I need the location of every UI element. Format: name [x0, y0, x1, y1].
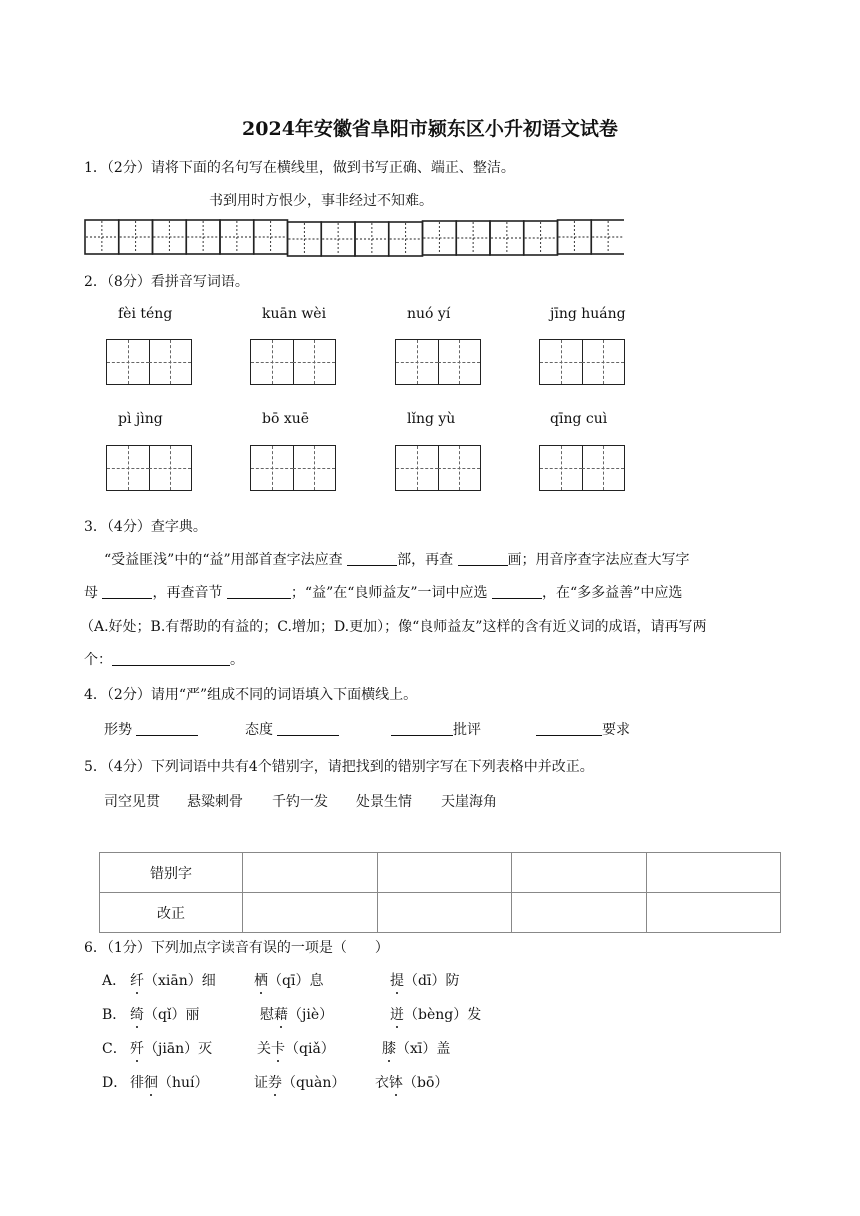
q4-item-2: 态度	[245, 719, 339, 739]
grid-cell[interactable]	[153, 220, 187, 254]
option-a-item-1: 纤（xiān）细	[130, 973, 216, 989]
table-cell[interactable]	[512, 853, 647, 893]
table-row	[100, 893, 781, 933]
blank-letter[interactable]	[102, 584, 152, 599]
q5-word-5: 天崖海角	[441, 794, 497, 810]
table-cell[interactable]	[377, 893, 512, 933]
answer-box-3[interactable]	[395, 339, 481, 385]
grid-cell[interactable]	[591, 220, 624, 254]
q1-writing-grid[interactable]	[84, 218, 624, 258]
blank-yan-4[interactable]	[536, 721, 602, 736]
blank-idiom[interactable]	[112, 651, 230, 666]
table-cell[interactable]	[377, 853, 512, 893]
table-cell[interactable]	[243, 893, 378, 933]
blank-strokes[interactable]	[458, 551, 508, 566]
option-b-item-3: 迸（bèng）发	[390, 1007, 482, 1023]
option-a-item-3: 提（dī）防	[390, 973, 460, 989]
table-cell[interactable]	[243, 853, 378, 893]
q4-item-3: 批评	[391, 719, 481, 739]
answer-box-5[interactable]	[106, 445, 192, 491]
table-cell[interactable]	[512, 893, 647, 933]
answer-box-8[interactable]	[539, 445, 625, 491]
row-header-wrong: 错别字	[100, 853, 243, 893]
option-c-item-2: 关卡（qiǎ）	[257, 1041, 335, 1057]
q5-word-3: 千钓一发	[272, 794, 328, 810]
option-b-item-2: 慰藉（jiè）	[260, 1007, 334, 1023]
pinyin-3: nuó yí	[407, 306, 451, 322]
pinyin-6: bō xuē	[262, 411, 310, 427]
q3-line-1: “受益匪浅”中的“益”用部首查字法应查 部，再查 画；用音序查字法应查大写字	[104, 552, 690, 568]
row-header-correct: 改正	[100, 893, 243, 933]
blank-syllable[interactable]	[227, 584, 291, 599]
grid-cell[interactable]	[186, 220, 220, 254]
q1-stem: 1．（2分）请将下面的名句写在横线里，做到书写正确、端正、整洁。	[84, 160, 515, 176]
grid-cell[interactable]	[456, 221, 490, 255]
q3-line-4: 个： 。	[84, 652, 244, 668]
option-a-label[interactable]: A．	[102, 973, 127, 989]
q4-item-4: 要求	[536, 719, 630, 739]
pinyin-1: fèi téng	[118, 306, 173, 322]
option-b-item-1: 绮（qǐ）丽	[130, 1007, 200, 1023]
grid-cell[interactable]	[321, 222, 355, 256]
option-d-item-2: 证券（quàn）	[254, 1075, 346, 1091]
pinyin-4: jīng huáng	[550, 306, 626, 322]
grid-cell[interactable]	[490, 221, 524, 255]
answer-box-6[interactable]	[250, 445, 336, 491]
grid-cell[interactable]	[524, 221, 558, 255]
q5-word-4: 处景生情	[356, 794, 412, 810]
q5-stem: 5．（4分）下列词语中共有4个错别字，请把找到的错别字写在下列表格中并改正。	[84, 759, 594, 775]
option-c-label[interactable]: C．	[102, 1041, 127, 1057]
grid-cell[interactable]	[254, 220, 288, 254]
blank-radical[interactable]	[347, 551, 397, 566]
grid-cell[interactable]	[423, 221, 457, 255]
page-title: 2024年安徽省阜阳市颍东区小升初语文试卷	[242, 118, 618, 140]
q5-word-1: 司空见贯	[104, 794, 160, 810]
blank-yan-2[interactable]	[277, 721, 339, 736]
grid-cell[interactable]	[558, 220, 592, 254]
blank-yan-1[interactable]	[136, 721, 198, 736]
table-cell[interactable]	[646, 853, 781, 893]
option-d-label[interactable]: D．	[102, 1075, 128, 1091]
q1-sentence: 书到用时方恨少，事非经过不知难。	[209, 193, 433, 209]
grid-cell[interactable]	[355, 222, 389, 256]
grid-cell[interactable]	[220, 220, 254, 254]
q2-stem: 2．（8分）看拼音写词语。	[84, 274, 249, 290]
table-row	[100, 853, 781, 893]
blank-meaning-1[interactable]	[492, 584, 542, 599]
answer-box-7[interactable]	[395, 445, 481, 491]
answer-box-4[interactable]	[539, 339, 625, 385]
q3-line-3: （A.好处；B.有帮助的有益的；C.增加；D.更加）；像“良师益友”这样的含有近义词的成语，请再写两	[80, 619, 707, 635]
option-d-item-3: 衣钵（bō）	[375, 1075, 449, 1091]
grid-cell[interactable]	[389, 222, 423, 256]
q3-stem: 3．（4分）查字典。	[84, 519, 207, 535]
grid-cell[interactable]	[119, 220, 153, 254]
q5-word-2: 悬粱刺骨	[187, 794, 243, 810]
pinyin-2: kuān wèi	[262, 306, 327, 322]
q6-stem: 6．（1分）下列加点字读音有误的一项是（ ）	[84, 940, 389, 956]
pinyin-7: lǐng yù	[407, 411, 456, 427]
grid-cell[interactable]	[85, 220, 119, 254]
option-d-item-1: 徘徊（huí）	[130, 1075, 209, 1091]
table-cell[interactable]	[646, 893, 781, 933]
q4-item-1: 形势	[104, 719, 198, 739]
option-c-item-3: 膝（xī）盖	[382, 1041, 451, 1057]
correction-table	[99, 852, 781, 933]
q3-line-2: 母 ，再查音节 ；“益”在“良师益友”一词中应选 ，在“多多益善”中应选	[84, 585, 683, 601]
answer-box-2[interactable]	[250, 339, 336, 385]
q4-stem: 4．（2分）请用“严”组成不同的词语填入下面横线上。	[84, 687, 418, 703]
option-a-item-2: 栖（qī）息	[254, 973, 324, 989]
pinyin-5: pì jìng	[118, 411, 163, 427]
blank-yan-3[interactable]	[391, 721, 453, 736]
option-c-item-1: 歼（jiān）灭	[130, 1041, 213, 1057]
answer-box-1[interactable]	[106, 339, 192, 385]
pinyin-8: qīng cuì	[550, 411, 608, 427]
option-b-label[interactable]: B．	[102, 1007, 127, 1023]
grid-cell[interactable]	[288, 222, 322, 256]
